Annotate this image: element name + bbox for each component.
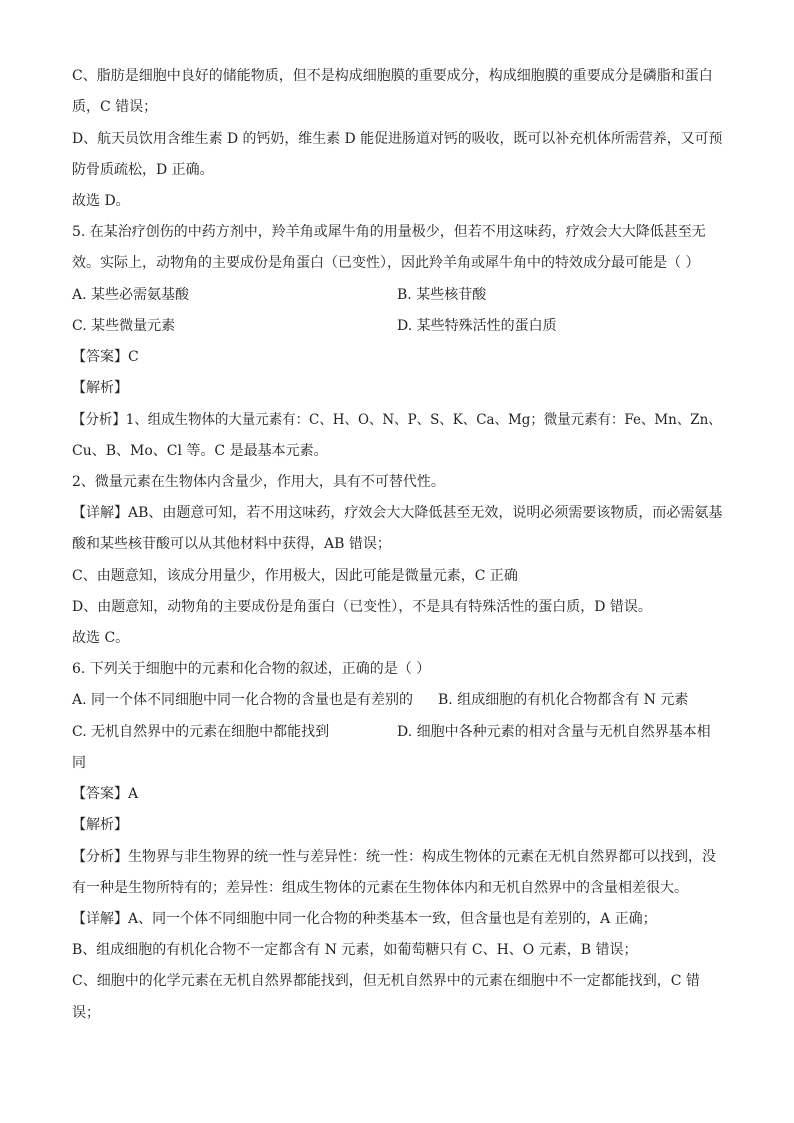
q5-xiangjie-line2: 酸和某些核苷酸可以从其他材料中获得，AB 错误； [72, 536, 391, 552]
fenxi-text: 生物界与非生物界的统一性与差异性：统一性：构成生物体的元素在无机自然界都可以找到，没 [128, 849, 716, 865]
q6-stem: 6. 下列关于细胞中的元素和化合物的叙述，正确的是（ ） [72, 661, 431, 677]
q6-fenxi-line1 [72, 847, 716, 867]
answer-value: C [128, 349, 139, 365]
q6-xiangjie-line2: B、组成细胞的有机化合物不一定都含有 N 元素，如葡萄糖只有 C、H、O 元素，B 错误； [72, 942, 638, 958]
answer-tag: 【答案】 [72, 349, 128, 365]
q6-option-d-line1: D. 细胞中各种元素的相对含量与无机自然界基本相 [397, 724, 711, 740]
q5-analysis-tag: 【解析】 [72, 380, 128, 396]
q6-analysis-tag: 【解析】 [72, 817, 128, 833]
q6-option-b: B. 组成细胞的有机化合物都含有 N 元素 [438, 692, 689, 708]
q6-xiangjie-line3: C、细胞中的化学元素在无机自然界都能找到，但无机自然界中的元素在细胞中不一定都能找到，C 错 [72, 973, 700, 989]
xiangjie-text: AB、由题意可知，若不用这味药，疗效会大大降低甚至无效，说明必须需要该物质，而必需氨基 [128, 505, 723, 521]
q5-fenxi-line2: Cu、B、Mo、Cl 等。C 是最基本元素。 [72, 443, 328, 459]
q4-choose: 故选 D。 [72, 193, 130, 209]
q6-xiangjie-line4: 误； [72, 1005, 100, 1021]
answer-value: A [128, 786, 139, 802]
fenxi-tag: 【分析】 [72, 412, 126, 428]
q6-option-d-line2: 同 [72, 755, 86, 771]
xiangjie-tag: 【详解】 [72, 911, 128, 927]
q5-answer [72, 347, 139, 367]
answer-tag: 【答案】 [72, 786, 128, 802]
q6-fenxi-line2: 有一种是生物所特有的；差异性：组成生物体的元素在生物体体内和无机自然界中的含量相差很大。 [72, 880, 688, 896]
q5-xiangjie-line3: C、由题意知，该成分用量少，作用极大，因此可能是微量元素，C 正确 [72, 568, 518, 584]
fenxi-tag: 【分析】 [72, 849, 128, 865]
q4-c-explanation-line2: 质，C 错误； [72, 99, 158, 115]
q5-option-c: C. 某些微量元素 [72, 318, 176, 334]
q4-c-explanation-line1: C、脂肪是细胞中良好的储能物质，但不是构成细胞膜的重要成分，构成细胞膜的重要成分是磷脂和蛋白 [72, 68, 713, 84]
q5-option-a: A. 某些必需氨基酸 [72, 287, 190, 303]
q4-d-explanation-line2: 防骨质疏松，D 正确。 [72, 162, 214, 178]
q4-d-explanation-line1: D、航天员饮用含维生素 D 的钙奶，维生素 D 能促进肠道对钙的吸收，既可以补充机体所需营养，又可预 [72, 131, 723, 147]
fenxi-text: 1、组成生物体的大量元素有：C、H、O、N、P、S、K、Ca、Mg；微量元素有：Fe、Mn、Zn、 [125, 412, 722, 428]
q6-option-c: C. 无机自然界中的元素在细胞中都能找到 [72, 724, 330, 740]
q5-option-d: D. 某些特殊活性的蛋白质 [397, 318, 557, 334]
q5-fenxi-line3: 2、微量元素在生物体内含量少，作用大，具有不可替代性。 [72, 474, 445, 490]
q5-stem-line1: 5. 在某治疗创伤的中药方剂中，羚羊角或犀牛角的用量极少，但若不用这味药，疗效会大大降低甚至无 [72, 224, 706, 240]
q5-stem-line2: 效。实际上，动物角的主要成份是角蛋白（已变性），因此羚羊角或犀牛角中的特效成分最可能是（ ） [72, 255, 700, 271]
xiangjie-text: A、同一个体不同细胞中同一化合物的种类基本一致，但含量也是有差别的，A 正确； [128, 911, 657, 927]
q5-option-b: B. 某些核苷酸 [397, 287, 487, 303]
q6-option-a: A. 同一个体不同细胞中同一化合物的含量也是有差别的 [72, 692, 414, 708]
q6-xiangjie-line1 [72, 909, 657, 929]
q5-choose: 故选 C。 [72, 630, 130, 646]
xiangjie-tag: 【详解】 [72, 505, 128, 521]
q6-answer [72, 784, 138, 804]
q5-xiangjie-line1 [72, 503, 722, 523]
q5-xiangjie-line4: D、由题意知，动物角的主要成份是角蛋白（已变性），不是具有特殊活性的蛋白质，D 错误。 [72, 599, 652, 615]
q5-fenxi-line1 [72, 410, 722, 430]
